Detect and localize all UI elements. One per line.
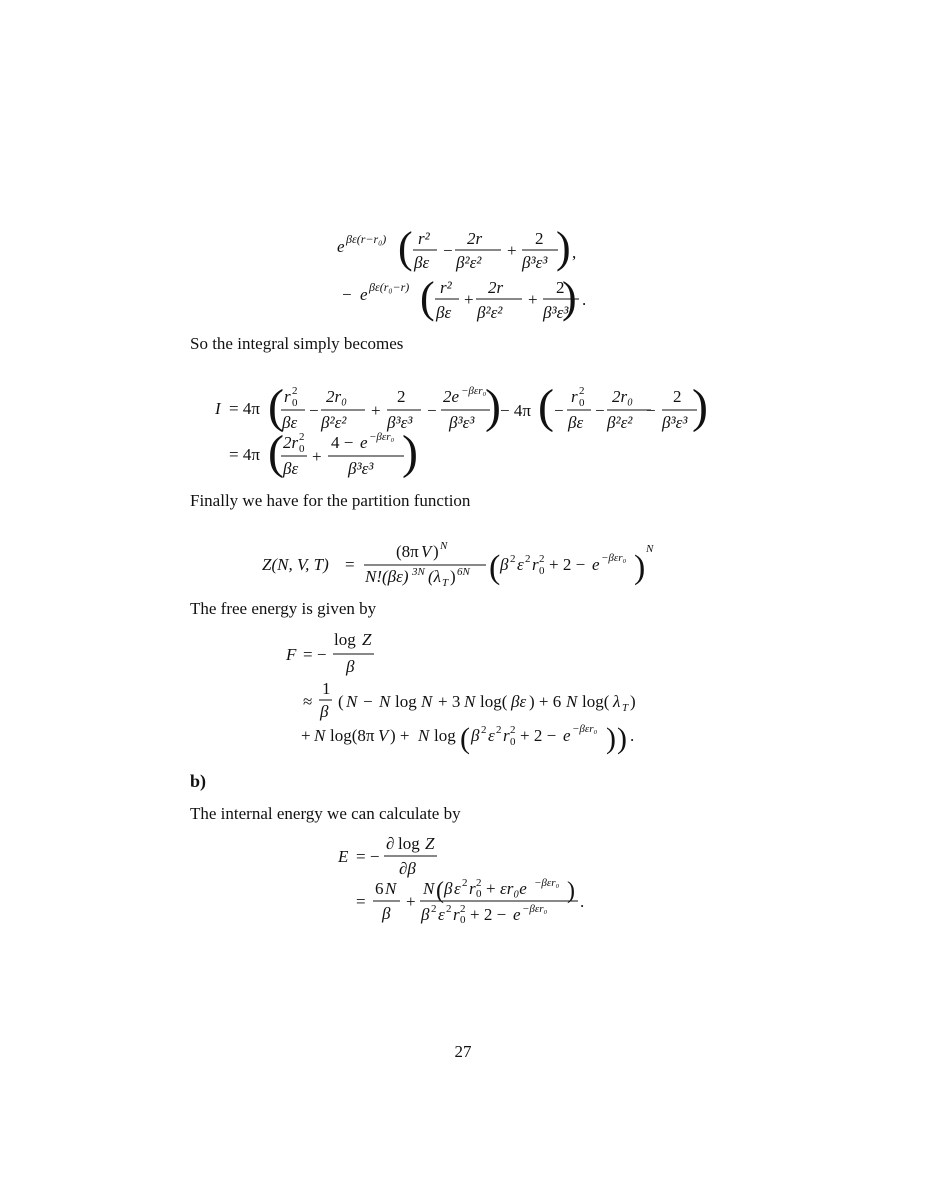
svg-text:2: 2 (397, 387, 406, 406)
svg-text:e: e (513, 905, 521, 924)
svg-text:6: 6 (375, 879, 384, 898)
svg-text:N: N (421, 692, 433, 711)
svg-text:(: ( (420, 273, 435, 322)
svg-text:2: 2 (481, 724, 487, 736)
svg-text:6N: 6N (457, 566, 470, 578)
svg-text:e: e (360, 433, 368, 452)
svg-text:=: = (356, 892, 366, 911)
svg-text:β³ε³: β³ε³ (449, 413, 475, 432)
svg-text:,: , (572, 243, 577, 262)
svg-text:β³ε³: β³ε³ (522, 253, 548, 272)
svg-text:) +: ) + (390, 726, 410, 745)
svg-text:(: ( (460, 722, 470, 755)
svg-text:): ) (450, 567, 456, 586)
svg-text:e: e (563, 726, 571, 745)
svg-text:log: log (334, 630, 356, 649)
svg-text:(: ( (538, 380, 554, 433)
svg-text:N: N (464, 692, 476, 711)
svg-text:): ) (556, 223, 571, 272)
svg-text:2: 2 (496, 724, 502, 736)
svg-text:2: 2 (579, 385, 585, 397)
svg-text:r: r (284, 387, 291, 406)
svg-text:βε(r−r₀): βε(r−r₀) (346, 232, 387, 246)
svg-text:): ) (634, 549, 646, 586)
svg-text:(: ( (268, 380, 284, 433)
svg-text:+: + (371, 401, 381, 420)
svg-text:β³ε³: β³ε³ (348, 459, 374, 478)
svg-text:.: . (582, 290, 587, 309)
svg-text:+: + (486, 879, 496, 898)
svg-text:ε: ε (454, 879, 461, 898)
svg-text:= −: = − (303, 645, 327, 664)
svg-text:): ) (567, 878, 575, 904)
svg-text:+: + (507, 241, 517, 260)
svg-text:0: 0 (539, 565, 545, 577)
svg-text:Z: Z (425, 834, 435, 853)
svg-text:0: 0 (299, 443, 305, 455)
svg-text:T: T (622, 702, 629, 714)
svg-text:): ) (485, 380, 501, 433)
svg-text:r: r (469, 879, 476, 898)
svg-text:2: 2 (292, 385, 298, 397)
svg-text:N: N (566, 692, 578, 711)
svg-text:2: 2 (535, 229, 544, 248)
svg-text:+ 3: + 3 (438, 692, 461, 711)
svg-text:N: N (346, 692, 358, 711)
svg-text:βε: βε (568, 413, 584, 432)
page-number: 27 (454, 1042, 472, 1061)
svg-text:log: log (434, 726, 456, 745)
svg-text:I: I (215, 399, 221, 418)
svg-text:−βεr₀: −βεr₀ (534, 877, 560, 889)
svg-text:r: r (503, 726, 510, 745)
svg-text:−: − (342, 285, 352, 304)
svg-text:.: . (580, 892, 585, 911)
svg-text:2: 2 (673, 387, 682, 406)
svg-text:N: N (314, 726, 326, 745)
svg-text:β²ε²: β²ε² (321, 413, 347, 432)
svg-text:): ) (617, 722, 627, 755)
svg-text:2: 2 (460, 903, 466, 915)
svg-text:β: β (471, 726, 480, 745)
svg-text:log(: log( (582, 692, 610, 711)
svg-text:+: + (312, 447, 322, 466)
svg-text:): ) (606, 722, 616, 755)
svg-text:2: 2 (556, 278, 565, 297)
equation-4 (285, 630, 636, 755)
svg-text:0: 0 (579, 397, 585, 409)
svg-text:.: . (630, 726, 635, 745)
svg-text:−: − (646, 401, 656, 420)
svg-text:2r₀: 2r₀ (326, 387, 348, 406)
svg-text:βε(r₀−r): βε(r₀−r) (369, 280, 410, 294)
svg-text:βε: βε (436, 303, 452, 322)
svg-text:): ) (692, 380, 708, 433)
svg-text:V: V (421, 542, 432, 561)
svg-text:2r₀: 2r₀ (612, 387, 634, 406)
svg-text:−: − (443, 241, 453, 260)
svg-text:− 4π: − 4π (500, 401, 531, 420)
svg-text:2e: 2e (443, 387, 460, 406)
svg-text:β: β (320, 702, 329, 721)
equation-1 (337, 223, 586, 322)
svg-text:N: N (379, 692, 391, 711)
svg-text:2: 2 (446, 903, 452, 915)
svg-text:−: − (427, 401, 437, 420)
svg-text:): ) (562, 273, 577, 322)
svg-text:log: log (398, 834, 420, 853)
svg-text:+ 2 −: + 2 − (549, 555, 586, 574)
svg-text:+: + (406, 892, 416, 911)
svg-text:2: 2 (431, 903, 437, 915)
svg-text:r²: r² (418, 229, 430, 248)
svg-text:): ) (402, 426, 418, 479)
svg-text:βε: βε (511, 692, 527, 711)
svg-text:r: r (571, 387, 578, 406)
svg-text:εr₀e: εr₀e (500, 879, 527, 898)
svg-text:β: β (444, 879, 453, 898)
svg-text:β: β (346, 657, 355, 676)
svg-text:β: β (421, 905, 430, 924)
svg-text:2: 2 (462, 877, 468, 889)
svg-text:2: 2 (299, 431, 305, 443)
svg-text:−βεr₀: −βεr₀ (461, 385, 487, 397)
svg-text:2: 2 (539, 553, 545, 565)
svg-text:r²: r² (440, 278, 452, 297)
svg-text:r: r (453, 905, 460, 924)
svg-text:e: e (360, 285, 368, 304)
svg-text:): ) (433, 542, 439, 561)
svg-text:≈: ≈ (303, 692, 313, 711)
svg-text:2: 2 (525, 553, 531, 565)
svg-text:+: + (301, 726, 311, 745)
svg-text:0: 0 (292, 397, 298, 409)
svg-text:β²ε²: β²ε² (477, 303, 503, 322)
svg-text:−: − (309, 401, 319, 420)
equation-3 (262, 540, 654, 589)
svg-text:(: ( (338, 692, 344, 711)
paragraph-free-energy-intro: The free energy is given by (190, 599, 377, 618)
svg-text:N: N (385, 879, 397, 898)
svg-text:2r: 2r (488, 278, 504, 297)
svg-text:β³ε³: β³ε³ (387, 413, 413, 432)
svg-text:= 4π: = 4π (229, 399, 260, 418)
svg-text:(8π: (8π (396, 542, 419, 561)
svg-text:ε: ε (488, 726, 495, 745)
svg-text:Z(N, V, T): Z(N, V, T) (262, 555, 329, 574)
svg-text:+: + (528, 290, 538, 309)
svg-text:β³ε³: β³ε³ (543, 303, 569, 322)
svg-text:= −: = − (356, 847, 380, 866)
svg-text:2r: 2r (467, 229, 483, 248)
svg-text:N: N (440, 540, 448, 552)
svg-text:2: 2 (510, 553, 516, 565)
svg-text:−: − (363, 692, 373, 711)
svg-text:Z: Z (362, 630, 372, 649)
svg-text:2: 2 (476, 877, 482, 889)
svg-text:(: ( (268, 426, 284, 479)
svg-text:βε: βε (282, 413, 298, 432)
svg-text:r: r (532, 555, 539, 574)
svg-text:β: β (382, 904, 391, 923)
svg-text:1: 1 (322, 679, 331, 698)
svg-text:N: N (418, 726, 430, 745)
svg-text:=: = (345, 555, 355, 574)
svg-text:N: N (646, 543, 654, 555)
svg-text:+: + (464, 290, 474, 309)
svg-text:β: β (500, 555, 509, 574)
svg-text:λ: λ (613, 692, 621, 711)
paragraph-internal-energy-intro: The internal energy we can calculate by (190, 804, 461, 823)
svg-text:β³ε³: β³ε³ (662, 413, 688, 432)
svg-text:β²ε²: β²ε² (456, 253, 482, 272)
svg-text:N: N (423, 879, 435, 898)
paragraph-partition-intro: Finally we have for the partition function (190, 491, 471, 510)
equation-2 (214, 380, 708, 479)
svg-text:= 4π: = 4π (229, 445, 260, 464)
svg-text:log(8π: log(8π (330, 726, 375, 745)
svg-text:ε: ε (517, 555, 524, 574)
svg-text:) + 6: ) + 6 (529, 692, 562, 711)
svg-text:0: 0 (476, 888, 482, 900)
svg-text:−βεr₀: −βεr₀ (572, 723, 598, 735)
paragraph-integral-intro: So the integral simply becomes (190, 334, 404, 353)
equation-5 (337, 834, 584, 926)
svg-text:E: E (338, 847, 349, 866)
svg-text:(: ( (398, 223, 413, 272)
svg-text:−βεr₀: −βεr₀ (601, 552, 627, 564)
svg-text:2r: 2r (283, 433, 299, 452)
svg-text:+ 2 −: + 2 − (520, 726, 557, 745)
svg-text:∂β: ∂β (399, 859, 416, 878)
svg-text:βε: βε (283, 459, 299, 478)
svg-text:N!(βε): N!(βε) (365, 567, 409, 586)
svg-text:log: log (395, 692, 417, 711)
svg-text:+ 2 −: + 2 − (470, 905, 507, 924)
svg-text:log(: log( (480, 692, 508, 711)
svg-text:−βεr₀: −βεr₀ (369, 431, 395, 443)
svg-text:0: 0 (510, 736, 516, 748)
svg-text:0: 0 (460, 914, 466, 926)
svg-text:F: F (286, 645, 297, 664)
svg-text:e: e (592, 555, 600, 574)
svg-text:4 −: 4 − (331, 433, 354, 452)
svg-text:): ) (630, 692, 636, 711)
svg-text:ε: ε (438, 905, 445, 924)
svg-text:−: − (554, 401, 564, 420)
svg-text:βε: βε (414, 253, 430, 272)
svg-text:2: 2 (510, 724, 516, 736)
svg-text:(λ: (λ (428, 567, 442, 586)
svg-text:−: − (595, 401, 605, 420)
svg-text:T: T (442, 577, 449, 589)
svg-text:(: ( (436, 878, 444, 904)
svg-text:β²ε²: β²ε² (607, 413, 633, 432)
svg-text:V: V (378, 726, 389, 745)
svg-text:−βεr₀: −βεr₀ (522, 903, 548, 915)
svg-text:3N: 3N (412, 566, 425, 578)
section-heading-b: b) (190, 771, 207, 791)
svg-text:(: ( (489, 549, 501, 586)
svg-text:∂: ∂ (386, 834, 395, 853)
svg-text:e: e (337, 237, 345, 256)
